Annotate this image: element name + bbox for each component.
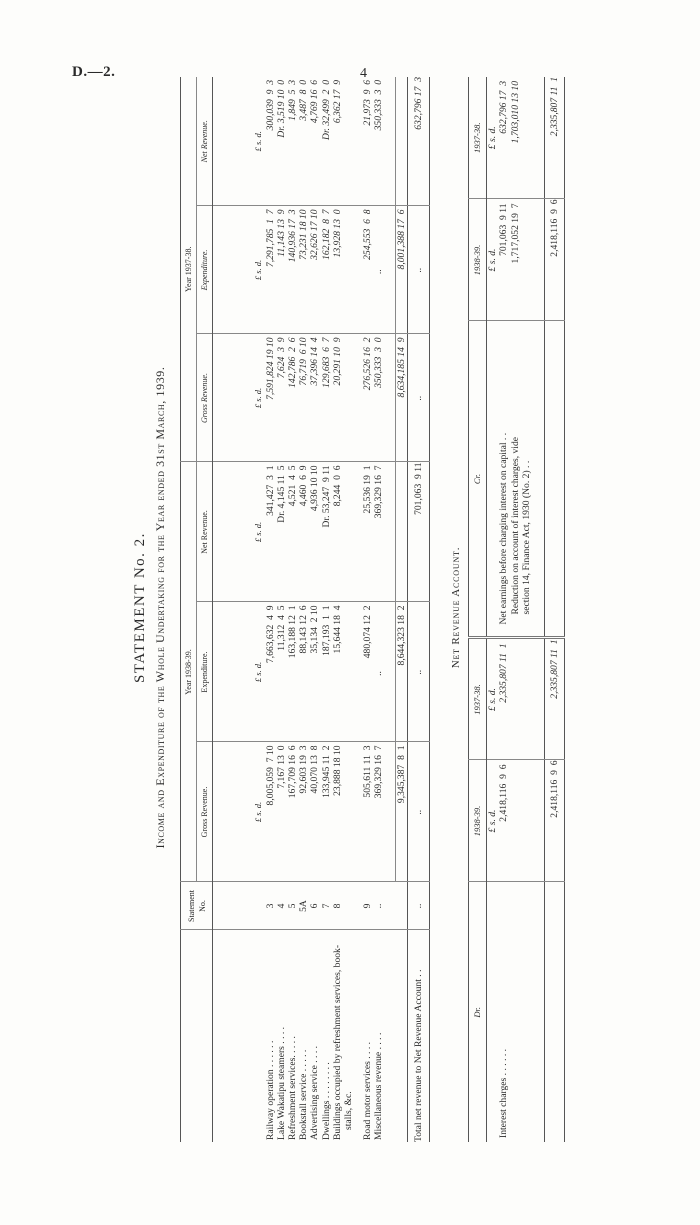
gross-revenue-1938: 7,624 3 9: [276, 334, 287, 462]
gross-revenue-1938: 142,786 2 6: [287, 334, 298, 462]
subtotal-exp-1938: 8,001,388 17 6: [395, 206, 407, 334]
net-revenue-1939: Dr. 53,247 9 11: [321, 462, 332, 602]
net-revenue-1939: 341,427 3 1: [265, 462, 276, 602]
net-revenue-header: Net Revenue.: [197, 462, 213, 602]
expenditure-1939: 163,188 12 1: [287, 602, 298, 742]
nra-row-2: Reduction on account of interest charges, vide section 14, Finance Act, 1930 (No. 2) . . 1,717,052 19 7 1,703,010 13 10: [510, 77, 532, 1142]
net-revenue-1938: 300,039 9 3: [265, 77, 276, 206]
row-description: Refreshment services. . . . .: [287, 1036, 299, 1140]
year-1937-38-header: Year 1937-38.: [181, 77, 197, 462]
net-revenue-account-table: [468, 77, 565, 1142]
table-row: [309, 77, 320, 1142]
gross-revenue-1938: 76,719 6 10: [298, 334, 309, 462]
gross-revenue-header: Gross Revenue.: [197, 334, 213, 462]
table-row: [265, 77, 276, 1142]
cr-header: Cr.: [469, 321, 487, 638]
units-row: £ s. d. £ s. d. £ s. d. £ s. d. £ s. d. £ s. d.: [249, 77, 264, 1142]
subtotal-row: [395, 77, 407, 1142]
subtotal-exp-1939: 8,644,323 18 2: [395, 602, 407, 742]
gross-revenue-1939: 167,709 16 6: [287, 742, 298, 882]
net-revenue-1938: 3,487 8 0: [298, 77, 309, 206]
row-description: Bookstall service . . . . .: [298, 1049, 310, 1140]
gross-revenue-1938: 7,591,824 19 10: [265, 334, 276, 462]
statement-no: ..: [373, 882, 384, 930]
expenditure-1938: 13,928 13 0: [332, 206, 354, 334]
dr-1938-39-header: 1938-39.: [469, 760, 487, 882]
net-revenue-1939: 369,329 16 7: [373, 462, 384, 602]
net-revenue-1938: 21,973 9 6: [362, 77, 373, 206]
gross-revenue-header: Gross Revenue.: [197, 742, 213, 882]
total-net-1938: 632,796 17 3: [407, 77, 429, 206]
total-net-1939: 701,063 9 11: [407, 462, 429, 602]
interest-charges-label: Interest charges . . . . . .: [498, 1048, 510, 1138]
expenditure-1939: 187,193 1 1: [321, 602, 332, 742]
expenditure-1938: ..: [373, 206, 384, 334]
reduction-label: Reduction on account of interest charges, vide section 14, Finance Act, 1930 (No. 2) . .: [510, 321, 532, 638]
net-revenue-1938: 350,333 3 0: [373, 77, 384, 206]
net-revenue-account-title: Net Revenue Account.: [450, 546, 462, 669]
net-revenue-1938: 6,362 17 9: [332, 77, 354, 206]
net-revenue-1939: 8,244 0 6: [332, 462, 354, 602]
expenditure-1939: 7,663,632 4 9: [265, 602, 276, 742]
table-row: [362, 77, 373, 1142]
gross-revenue-1939: 8,005,059 7 10: [265, 742, 276, 882]
nra-row-1: Interest charges . . . . . . 2,418,116 9 6 2,335,807 11 1 Net earnings before charging interest on capital . . 701,063 9 11 632,796 17 3: [498, 77, 509, 1142]
expenditure-1938: 11,143 13 9: [276, 206, 287, 334]
statement-no: 9: [362, 882, 373, 930]
table-row: [321, 77, 332, 1142]
net-revenue-1939: Dr. 4,145 11 5: [276, 462, 287, 602]
year-1938-39-header: Year 1938-39.: [181, 462, 197, 882]
expenditure-1939: 480,074 12 2: [362, 602, 373, 742]
income-expenditure-table: [180, 77, 430, 1142]
expenditure-1938: 73,231 18 10: [298, 206, 309, 334]
expenditure-header: Expenditure.: [197, 602, 213, 742]
gross-revenue-1938: 350,333 3 0: [373, 334, 384, 462]
row-description: Road motor services . . . .: [362, 1041, 374, 1140]
statement-no: 6: [309, 882, 320, 930]
report-code: D.—2.: [72, 64, 116, 80]
description-header: [181, 930, 213, 1142]
dr-1937-38-header: 1937-38.: [469, 638, 487, 760]
gross-revenue-1939: 7,167 13 0: [276, 742, 287, 882]
dr-header: Dr.: [469, 882, 487, 1142]
gross-revenue-1939: 505,611 11 3: [362, 742, 373, 882]
expenditure-1939: ..: [373, 602, 384, 742]
statement-title: STATEMENT No. 2.: [132, 532, 148, 683]
total-label: Total net revenue to Net Revenue Account . .: [407, 930, 429, 1142]
statement-subtitle: Income and Expenditure of the Whole Undertaking for the Year ended 31st March, 1939.: [153, 366, 167, 849]
statement-no: 3: [265, 882, 276, 930]
net-revenue-1938: 1,849 5 3: [287, 77, 298, 206]
row-description: Dwellings . . . . . . . .: [320, 1062, 332, 1140]
gross-revenue-1939: 40,070 13 8: [309, 742, 320, 882]
rotated-page: [128, 65, 700, 1150]
expenditure-1938: 32,626 17 10: [309, 206, 320, 334]
cr-1938-39-header: 1938-39.: [469, 199, 487, 321]
net-revenue-1939: 4,460 6 9: [298, 462, 309, 602]
expenditure-1938: 7,291,785 1 7: [265, 206, 276, 334]
statement-no: 4: [276, 882, 287, 930]
statement-no: 5: [287, 882, 298, 930]
expenditure-1939: 88,143 12 6: [298, 602, 309, 742]
table-row: [373, 77, 384, 1142]
gross-revenue-1938: 37,396 14 4: [309, 334, 320, 462]
expenditure-1939: 35,134 2 10: [309, 602, 320, 742]
expenditure-header: Expenditure.: [197, 206, 213, 334]
net-revenue-1939: 4,521 4 5: [287, 462, 298, 602]
statement-no: 5A: [298, 882, 309, 930]
expenditure-1938: 254,553 6 8: [362, 206, 373, 334]
gross-revenue-1939: 369,329 16 7: [373, 742, 384, 882]
table-row: [287, 77, 298, 1142]
net-revenue-1939: 4,936 10 10: [309, 462, 320, 602]
gross-revenue-1939: 23,888 18 10: [332, 742, 354, 882]
statement-no: 8: [332, 882, 354, 930]
row-description: Advertising service . . . .: [309, 1045, 321, 1140]
table-spacer: [213, 77, 250, 1142]
expenditure-1938: 162,182 8 7: [321, 206, 332, 334]
gross-revenue-1938: 20,291 10 9: [332, 334, 354, 462]
gross-revenue-1939: 92,603 19 3: [298, 742, 309, 882]
statement-no: 7: [321, 882, 332, 930]
subtotal-gross-1939: 9,345,387 8 1: [395, 742, 407, 882]
table-row: [276, 77, 287, 1142]
table-row: [298, 77, 309, 1142]
expenditure-1938: 140,936 17 3: [287, 206, 298, 334]
row-description: Railway operation . . . . . .: [264, 1040, 276, 1140]
total-row: Total net revenue to Net Revenue Account . . .. .. .. 701,063 9 11 .. .. 632,796 17 3: [407, 77, 429, 1142]
row-description: Miscellaneous revenue . . . .: [373, 1032, 385, 1140]
subtotal-gross-1938: 8,634,185 14 9: [395, 334, 407, 462]
net-revenue-1938: Dr. 32,499 2 0: [321, 77, 332, 206]
net-revenue-1938: Dr. 3,519 10 0: [276, 77, 287, 206]
gross-revenue-1938: 129,683 6 7: [321, 334, 332, 462]
cr-1937-38-header: 1937-38.: [469, 77, 487, 199]
net-earnings-label: Net earnings before charging interest on capital . .: [498, 321, 509, 638]
net-revenue-1939: 25,536 19 1: [362, 462, 373, 602]
gross-revenue-1938: 276,526 16 2: [362, 334, 373, 462]
nra-total-row: 2,418,116 9 6 2,335,807 11 1 2,418,116 9 6 2,335,807 11 1: [544, 77, 564, 1142]
net-revenue-1938: 4,769 16 6: [309, 77, 320, 206]
gross-revenue-1939: 133,945 11 2: [321, 742, 332, 882]
page-number: 4: [360, 66, 367, 81]
units-row: £ s. d. £ s. d. £ s. d. £ s. d.: [487, 77, 499, 1142]
row-description: Buildings occupied by refreshment services, book- stalls, &c.: [331, 944, 355, 1140]
row-description: Lake Wakatipu steamers . . . .: [275, 1026, 287, 1140]
expenditure-1939: 11,312 4 5: [276, 602, 287, 742]
net-revenue-header: Net Revenue.: [197, 77, 213, 206]
expenditure-1939: 15,644 18 4: [332, 602, 354, 742]
statement-no-header: Statement No.: [181, 882, 213, 930]
table-row: [332, 77, 354, 1142]
